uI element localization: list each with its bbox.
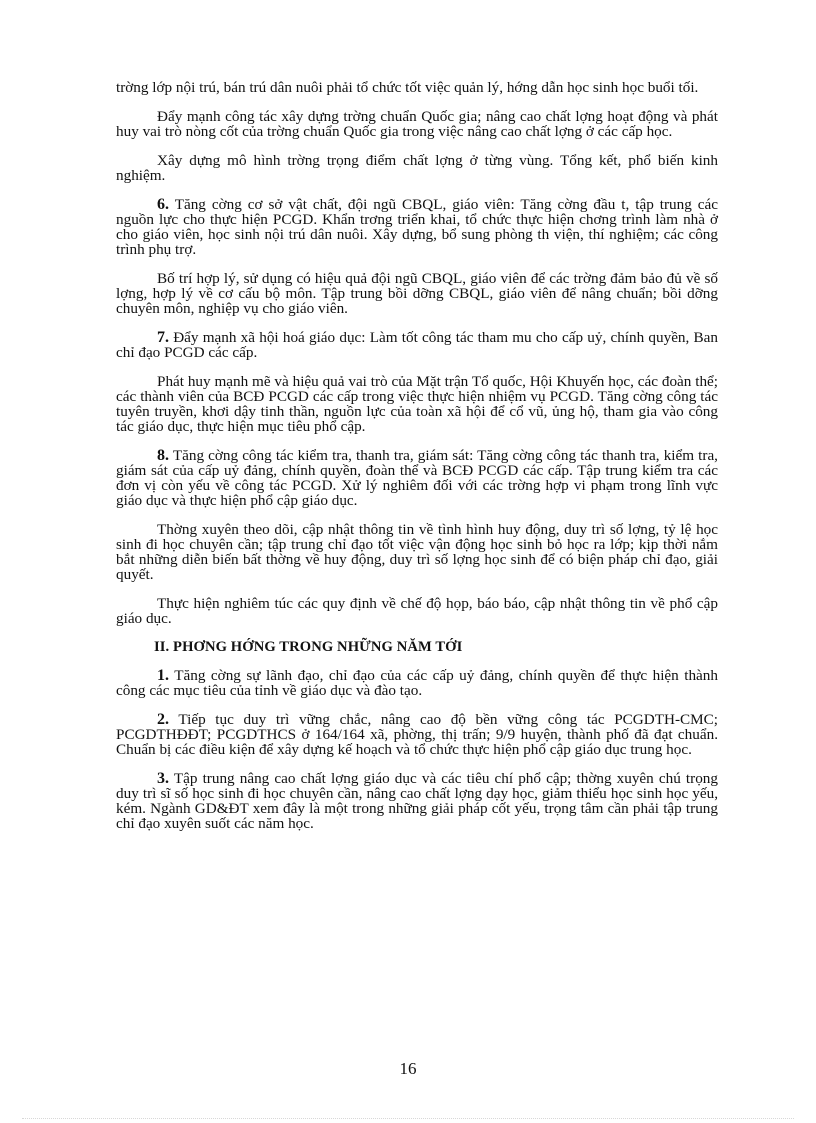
paragraph-item-7: 7. Đẩy mạnh xã hội hoá giáo dục: Làm tốt công tác tham mu cho cấp uỷ, chính quyền, Ban chỉ đạo PCGD các cấp. [116, 329, 719, 361]
paragraph-section2-item-1: 1. Tăng cờng sự lãnh đạo, chỉ đạo của các cấp uỷ đảng, chính quyền để thực hiện thành công các mục tiêu của tỉnh về giáo dục và đào tạo. [116, 667, 718, 699]
paragraph-item-6: 6. Tăng cờng cơ sở vật chất, đội ngũ CBQL, giáo viên: Tăng cờng đầu t, tập trung các nguồn lực cho thực hiện PCGD. Khẩn trơng triển khai, tổ chức thực hiện chơng trình làm nhà ở cho giáo viên, học sinh nội trú dân nuôi. Xây dựng, bổ sung phòng th viện, thí nghiệm; các công trình phụ trợ. [116, 196, 719, 258]
paragraph-item-8: 8. Tăng cờng công tác kiểm tra, thanh tra, giám sát: Tăng cờng công tác thanh tra, kiểm tra, giám sát của cấp uỷ đảng, chính quyền, đoàn thể và BCĐ PCGD các cấp. Tập trung kiểm tra các đơn vị còn yếu về công tác PCGD. Xử lý nghiêm đối với các trờng hợp vi phạm trong lĩnh vực giáo dục và thực hiện phổ cập giáo dục. [116, 447, 718, 509]
item-number: 2. [157, 711, 169, 728]
item-number: 1. [157, 667, 169, 684]
paragraph-1: trờng lớp nội trú, bán trú dân nuôi phải tổ chức tốt việc quản lý, hớng dẫn học sinh học buổi tối. [116, 79, 699, 96]
paragraph-section2-item-3: 3. Tập trung nâng cao chất lợng giáo dục và các tiêu chí phổ cập; thờng xuyên chú trọng duy trì sĩ số học sinh đi học chuyên cần, nâng cao chất lợng dạy học, giảm thiểu học sinh học yếu, kém. Ngành GD&ĐT xem đây là một trong những giải pháp cốt yếu, trọng tâm cần phải tập trung chỉ đạo xuyên suốt các năm học. [116, 770, 718, 832]
footer-divider [22, 1118, 794, 1119]
page-number: 16 [399, 1059, 417, 1078]
paragraph-section2-item-2: 2. Tiếp tục duy trì vững chắc, nâng cao độ bền vững công tác PCGDTH-CMC; PCGDTHĐĐT; PCGDTHCS ở 164/164 xã, phờng, thị trấn; 9/9 huyện, thành phố đã đạt chuẩn. Chuẩn bị các điều kiện để xây dựng kế hoạch và tổ chức thực hiện phổ cập giáo dục trung học. [116, 711, 718, 758]
paragraph-10: Thực hiện nghiêm túc các quy định về chế độ họp, báo báo, cập nhật thông tin về phổ cập giáo dục. [116, 595, 718, 627]
paragraph-9: Thờng xuyên theo dõi, cập nhật thông tin về tình hình huy động, duy trì số lợng, tỷ lệ học sinh đi học chuyên cần; tập trung chỉ đạo tốt việc vận động học sinh bỏ học ra lớp; kịp thời nắm bắt những diễn biến bất thờng về huy động, duy trì số lợng học sinh để có biện pháp chỉ đạo, giải quyết. [116, 521, 718, 583]
section-heading: II. PHƠNG HỚNG TRONG NHỮNG NĂM TỚI [154, 639, 463, 655]
item-number: 7. [157, 329, 169, 346]
item-number: 8. [157, 447, 169, 464]
paragraph-5: Bố trí hợp lý, sử dụng có hiệu quả đội ngũ CBQL, giáo viên để các trờng đảm bảo đủ về số lợng, hợp lý về cơ cấu bộ môn. Tập trung bồi dỡng CBQL, giáo viên để nâng chuẩn; bồi dỡng chuyên môn, nghiệp vụ cho giáo viên. [116, 270, 718, 317]
document-page [116, 80, 718, 845]
paragraph-7: Phát huy mạnh mẽ và hiệu quả vai trò của Mặt trận Tổ quốc, Hội Khuyến học, các đoàn thể; các thành viên của BCĐ PCGD các cấp trong việc thực hiện nhiệm vụ PCGD. Tăng cờng công tác tuyên truyền, khơi dậy tinh thần, nguồn lực của toàn xã hội để cổ vũ, ủng hộ, tham gia vào công tác giáo dục, thực hiện mục tiêu phổ cập. [116, 373, 718, 435]
item-number: 3. [157, 770, 169, 787]
paragraph-3: Xây dựng mô hình trờng trọng điểm chất lợng ở từng vùng. Tổng kết, phổ biến kinh nghiệm. [116, 152, 718, 184]
paragraph-2: Đẩy mạnh công tác xây dựng trờng chuẩn Quốc gia; nâng cao chất lợng hoạt động và phát huy vai trò nòng cốt của trờng chuẩn Quốc gia trong việc nâng cao chất lợng ở các cấp học. [116, 108, 718, 140]
item-number: 6. [157, 196, 169, 213]
